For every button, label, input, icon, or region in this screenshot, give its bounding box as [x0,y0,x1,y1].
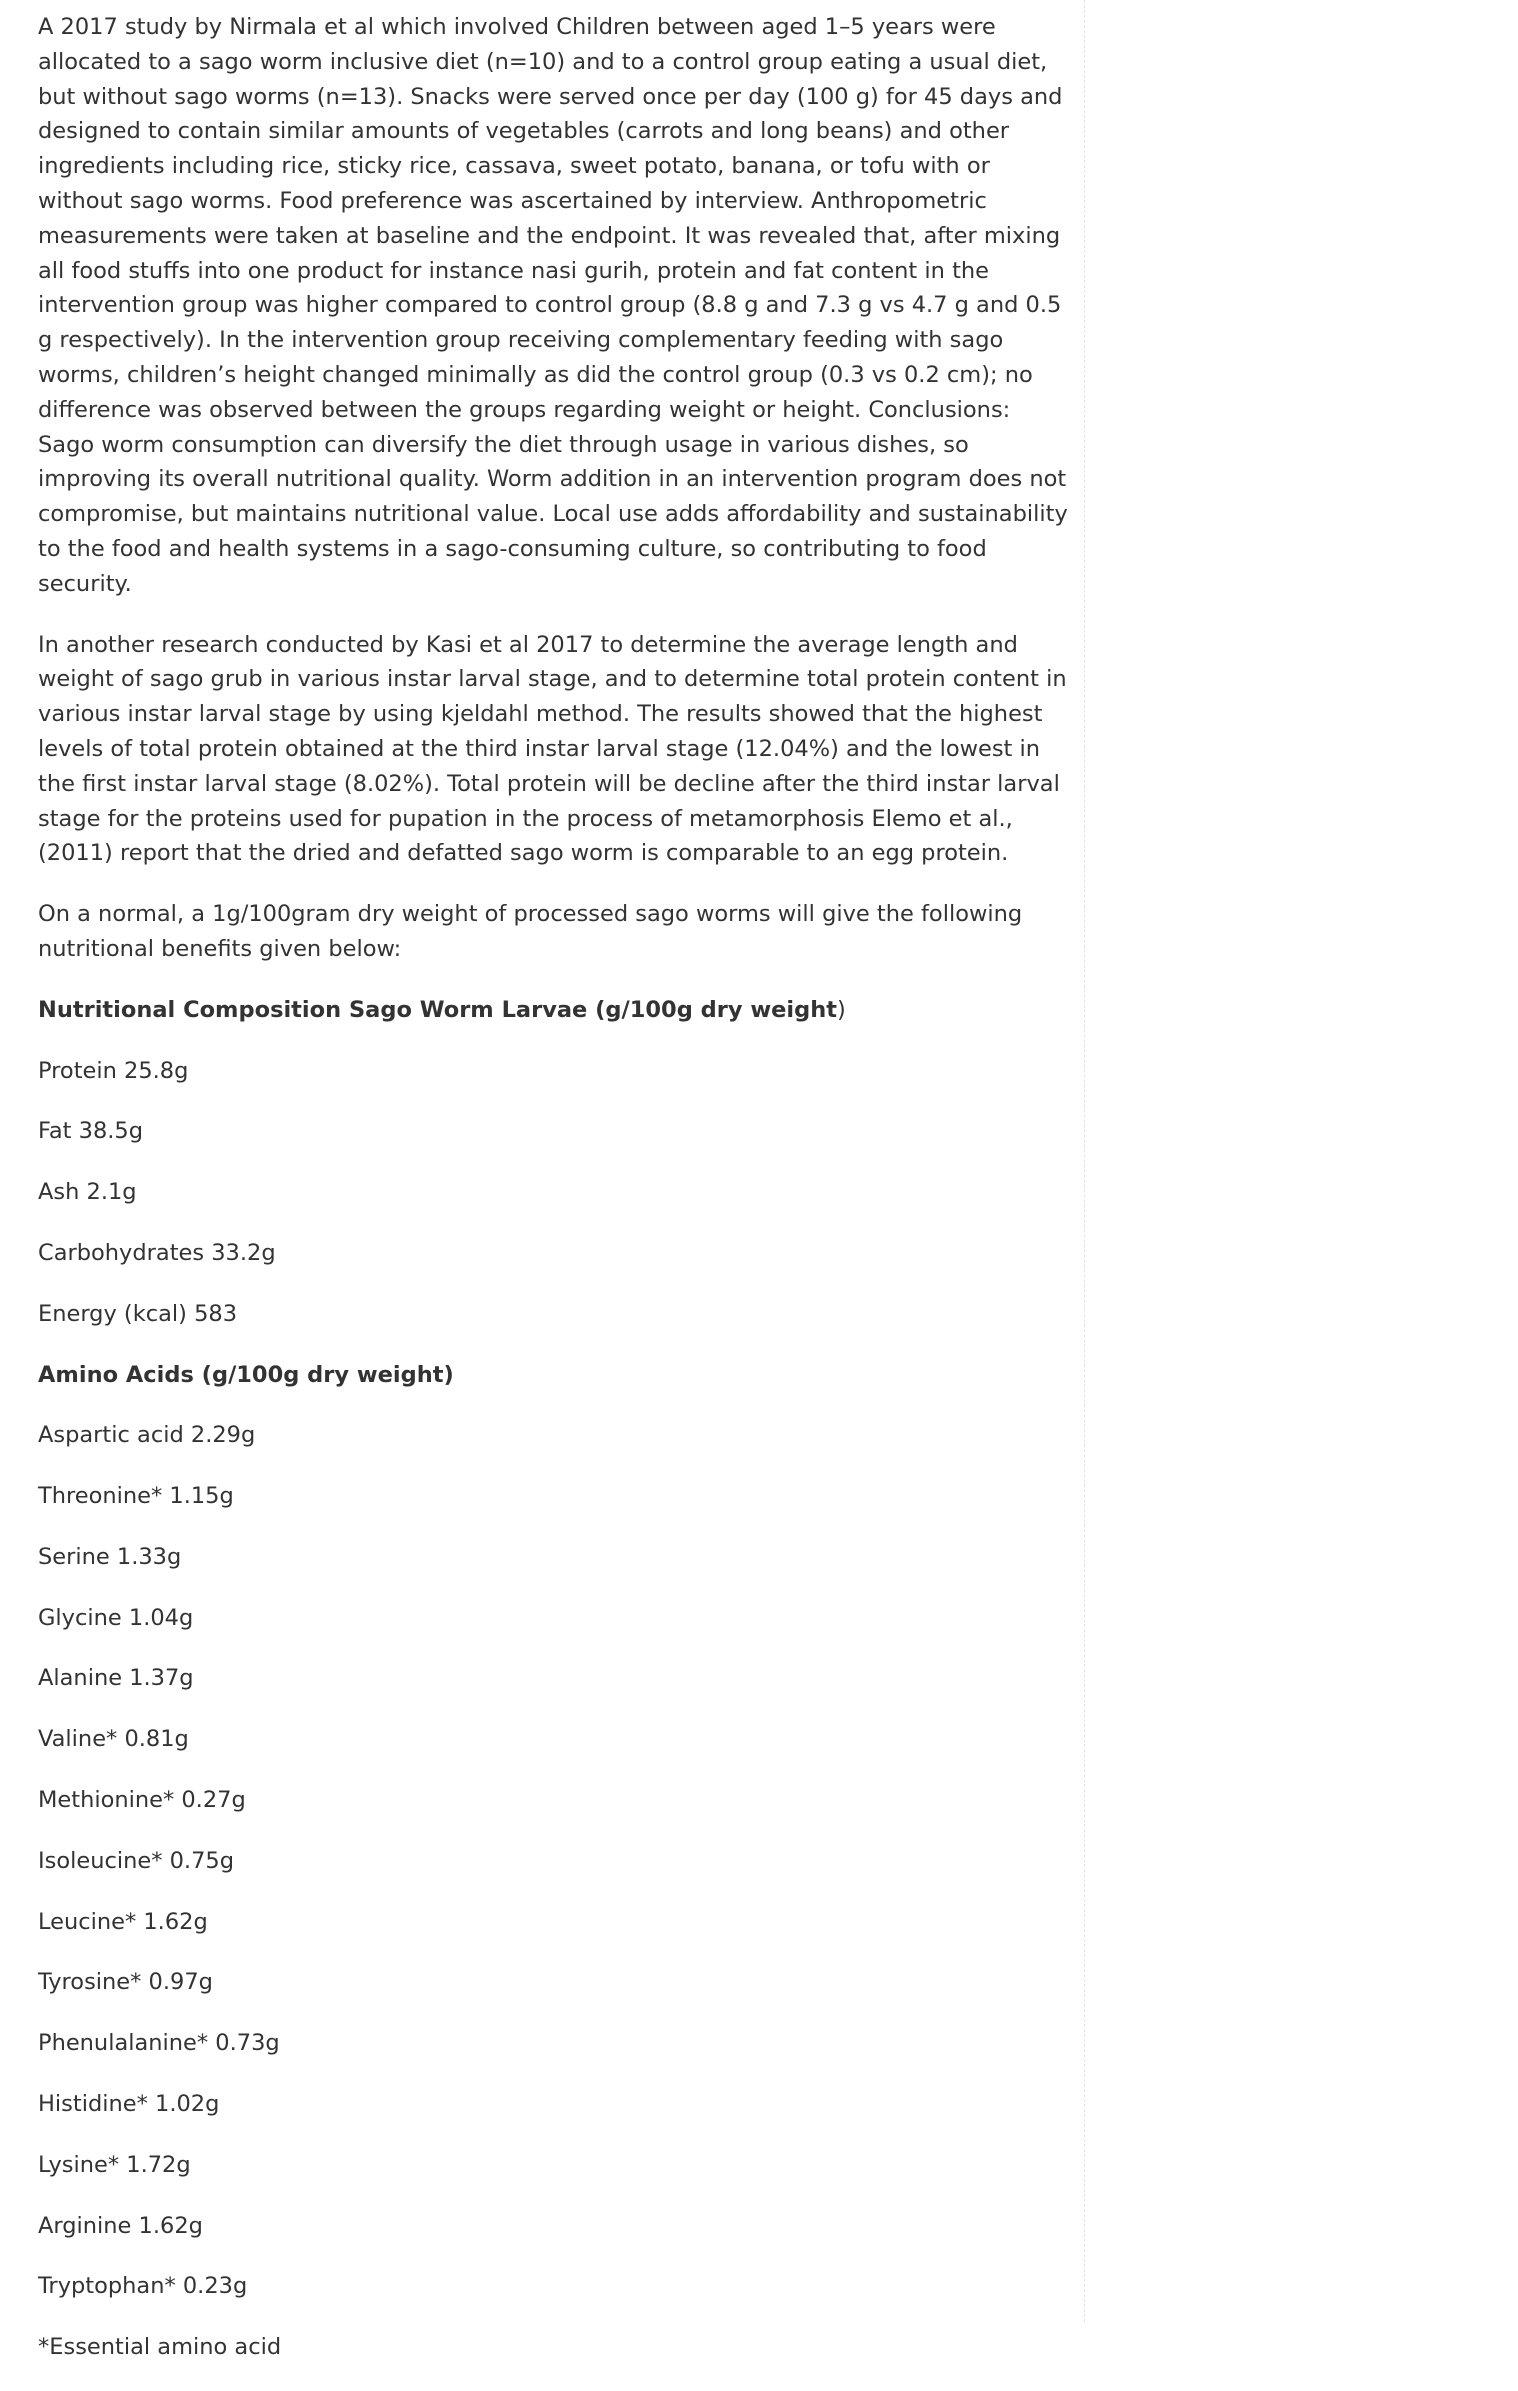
amino-acid-item: Leucine* 1.62g [38,1908,208,1935]
amino-acids-heading: Amino Acids (g/100g dry weight) [38,1361,454,1388]
amino-acid-item: Tryptophan* 0.23g [38,2273,248,2300]
composition-item: Energy (kcal) 583 [38,1300,238,1327]
amino-acid-item: Phenulalanine* 0.73g [38,2030,280,2057]
composition-item: Fat 38.5g [38,1118,144,1145]
amino-acid-item: Histidine* 1.02g [38,2091,220,2118]
composition-item: Ash 2.1g [38,1179,137,1206]
amino-acid-item: Alanine 1.37g [38,1665,194,1692]
composition-heading-tail: ) [837,996,846,1023]
paragraph-nirmala-study: A 2017 study by Nirmala et al which involved Children between aged 1–5 years were allocated to a sago worm inclusive diet (n=10) and to a control group eating a usual diet, but without sago worms (n=13). Snacks were served once per day (100 g) for 45 days and designed to contain similar amounts of vegetables (carrots and long beans) and other ingredients including rice, sticky rice, cassava, sweet potato, banana, or tofu with or without sago worms. Food preference was ascertained by interview. Anthropometric measurements were taken at baseline and the endpoint. It was revealed that, after mixing all food stuffs into one product for instance nasi gurih, protein and fat content in the intervention group was higher compared to control group (8.8 g and 7.3 g vs 4.7 g and 0.5 g respectively). In the intervention group receiving complementary feeding with sago worms, children’s height changed minimally as did the control group (0.3 vs 0.2 cm); no difference was observed between the groups regarding weight or height. Conclusions: Sago worm consumption can diversify the diet through usage in various dishes, so improving its overall nutritional quality. Worm addition in an intervention program does not compromise, but maintains nutritional value. Local use adds affordability and sustainability to the food and health systems in a sago-consuming culture, so contributing to food security. [38,14,1068,597]
composition-item: Protein 25.8g [38,1057,189,1084]
amino-acid-item: Threonine* 1.15g [38,1483,234,1510]
composition-item: Carbohydrates 33.2g [38,1239,276,1266]
amino-acid-item: Lysine* 1.72g [38,2151,191,2178]
paragraph-nutritional-intro: On a normal, a 1g/100gram dry weight of processed sago worms will give the following nutritional benefits given below: [38,901,1023,962]
composition-heading-bold: Nutritional Composition Sago Worm Larvae (g/100g dry weight [38,996,837,1023]
composition-heading [38,993,1068,1028]
amino-acid-item: Serine 1.33g [38,1543,182,1570]
article-body [38,10,1068,2391]
amino-acid-item: Arginine 1.62g [38,2212,203,2239]
essential-amino-footnote: *Essential amino acid [38,2334,282,2361]
amino-acid-item: Methionine* 0.27g [38,1787,246,1814]
amino-acid-item: Aspartic acid 2.29g [38,1422,256,1449]
amino-acid-item: Isoleucine* 0.75g [38,1847,234,1874]
amino-acid-item: Glycine 1.04g [38,1604,194,1631]
amino-acid-item: Valine* 0.81g [38,1726,189,1753]
paragraph-kasi-research: In another research conducted by Kasi et al 2017 to determine the average length and weight of sago grub in various instar larval stage, and to determine total protein content in various instar larval stage by using kjeldahl method. The results showed that the highest levels of total protein obtained at the third instar larval stage (12.04%) and the lowest in the first instar larval stage (8.02%). Total protein will be decline after the third instar larval stage for the proteins used for pupation in the process of metamorphosis Elemo et al., (2011) report that the dried and defatted sago worm is comparable to an egg protein. [38,631,1067,867]
amino-acid-item: Tyrosine* 0.97g [38,1969,213,1996]
column-divider [1084,0,1085,2322]
